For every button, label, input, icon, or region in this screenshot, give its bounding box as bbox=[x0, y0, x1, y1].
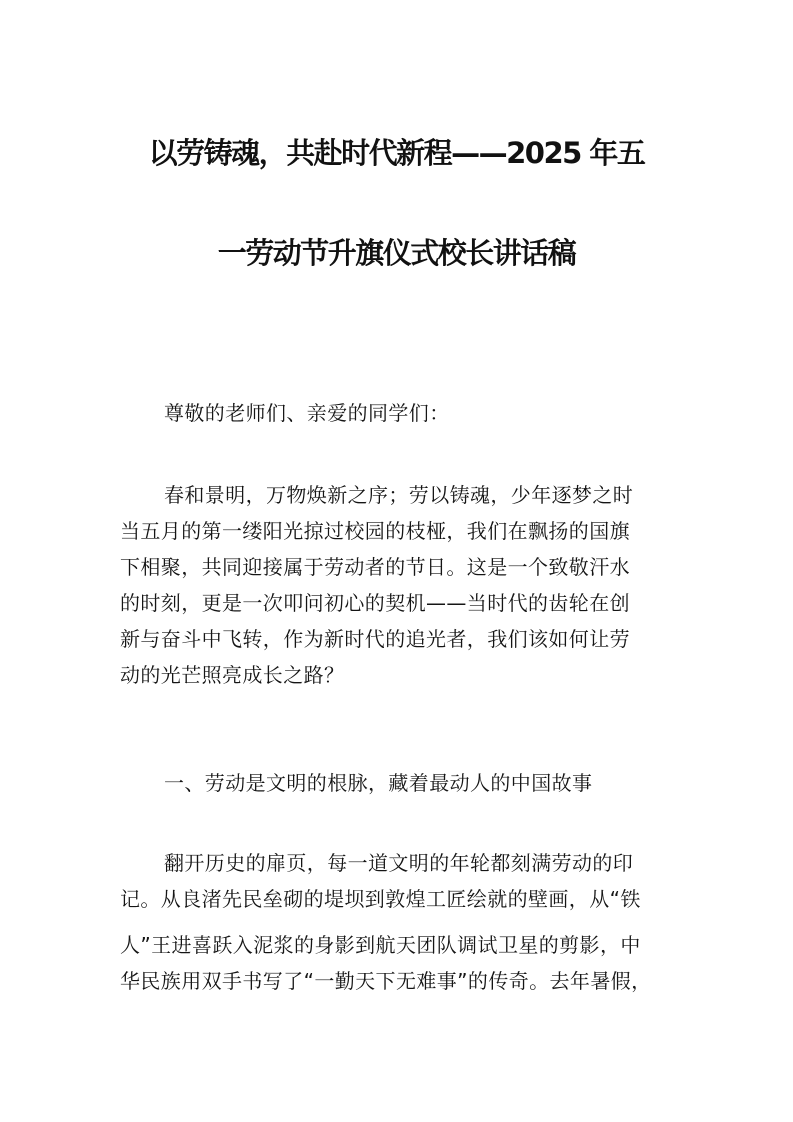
paragraph-line: 新与奋斗中飞转，作为新时代的追光者，我们该如何让劳 bbox=[120, 627, 630, 651]
section-heading: 一、劳动是文明的根脉，藏着最动人的中国故事 bbox=[164, 771, 593, 795]
paragraph-line: 华民族用双手书写了“一勤天下无难事”的传奇。去年暑假， bbox=[120, 969, 652, 993]
paragraph-line: 下相聚，共同迎接属于劳动者的节日。这是一个致敬汗水 bbox=[120, 555, 630, 579]
title-line-2: 一劳动节升旗仪式校长讲话稿 bbox=[217, 236, 576, 270]
paragraph-line: 记。从良渚先民垒砌的堤坝到敦煌工匠绘就的壁画，从“铁 bbox=[120, 887, 641, 911]
paragraph-line: 翻开历史的扉页，每一道文明的年轮都刻满劳动的印 bbox=[164, 851, 634, 875]
paragraph-line: 春和景明，万物焕新之序；劳以铸魂，少年逐梦之时 bbox=[164, 483, 634, 507]
paragraph-line: 的时刻，更是一次叩问初心的契机——当时代的齿轮在创 bbox=[120, 591, 630, 615]
paragraph-line: 动的光芒照亮成长之路？ bbox=[120, 663, 345, 687]
paragraph-line: 人”王进喜跃入泥浆的身影到航天团队调试卫星的剪影，中 bbox=[120, 933, 641, 957]
salutation: 尊敬的老师们、亲爱的同学们： bbox=[164, 401, 450, 425]
title-line-1: 以劳铸魂，共赴时代新程——2025 年五 bbox=[148, 136, 645, 170]
paragraph-line: 当五月的第一缕阳光掠过校园的枝桠，我们在飘扬的国旗 bbox=[120, 519, 630, 543]
